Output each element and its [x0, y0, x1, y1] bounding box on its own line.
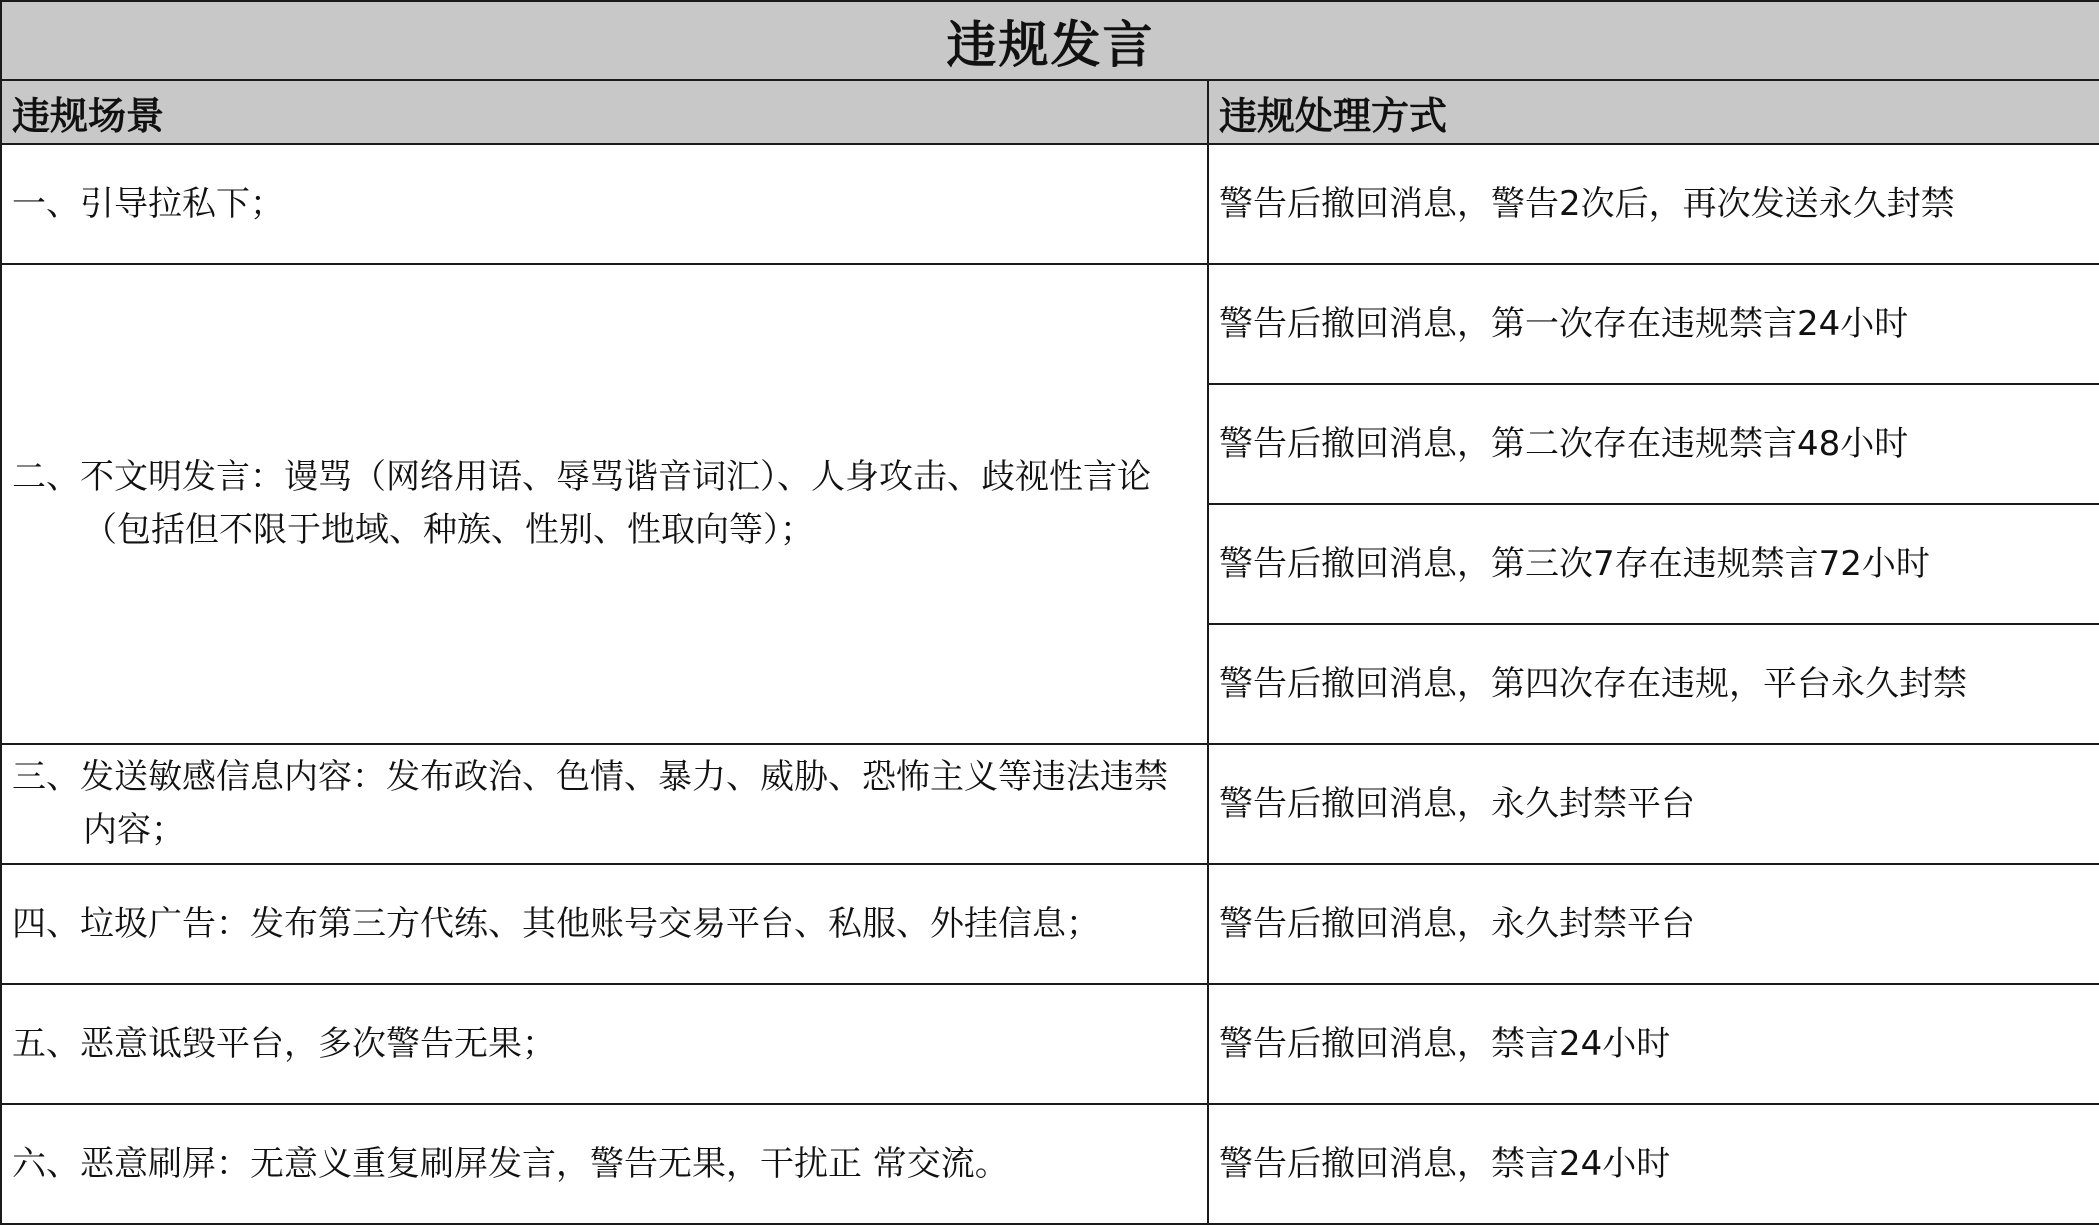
- scene-cell: [1, 144, 1208, 264]
- scene-cell: [1, 744, 1208, 864]
- action-cell: 警告后撤回消息，第三次7存在违规禁言72小时: [1208, 504, 2099, 624]
- table-row: [1, 1104, 2099, 1224]
- scene-cell: [1, 1104, 1208, 1224]
- action-cell: 警告后撤回消息，禁言24小时: [1208, 984, 2099, 1104]
- scene-text: 四、垃圾广告：发布第三方代练、其他账号交易平台、私服、外挂信息；: [12, 903, 1100, 944]
- scene-cell: [1, 264, 1208, 744]
- action-cell: 警告后撤回消息，警告2次后，再次发送永久封禁: [1208, 144, 2099, 264]
- table-row: [1, 744, 2099, 864]
- action-cell: 警告后撤回消息，禁言24小时: [1208, 1104, 2099, 1224]
- action-cell: 警告后撤回消息，第二次存在违规禁言48小时: [1208, 384, 2099, 504]
- scene-cell: [1, 984, 1208, 1104]
- table-row: [1, 144, 2099, 264]
- table-title: 违规发言: [1, 1, 2099, 80]
- header-row: [1, 80, 2099, 144]
- scene-text: 三、发送敏感信息内容：发布政治、色情、暴力、威胁、恐怖主义等违法违禁内容；: [12, 757, 1168, 850]
- scene-cell: [1, 864, 1208, 984]
- action-cell: 警告后撤回消息，第一次存在违规禁言24小时: [1208, 264, 2099, 384]
- table-row: [1, 984, 2099, 1104]
- action-cell: 警告后撤回消息，永久封禁平台: [1208, 744, 2099, 864]
- action-cell: 警告后撤回消息，第四次存在违规，平台永久封禁: [1208, 624, 2099, 744]
- header-action: 违规处理方式: [1208, 80, 2099, 144]
- table-row: [1, 264, 2099, 384]
- scene-text: 二、不文明发言：谩骂（网络用语、辱骂谐音词汇）、人身攻击、歧视性言论（包括但不限于地域、种族、性别、性取向等）；: [12, 457, 1151, 550]
- table-row: [1, 864, 2099, 984]
- scene-text: 六、恶意刷屏：无意义重复刷屏发言，警告无果，干扰正 常交流。: [12, 1143, 1009, 1184]
- action-cell: 警告后撤回消息，永久封禁平台: [1208, 864, 2099, 984]
- scene-text: 一、引导拉私下；: [12, 183, 284, 224]
- scene-text: 五、恶意诋毁平台，多次警告无果；: [12, 1023, 556, 1064]
- header-scene: 违规场景: [1, 80, 1208, 144]
- title-row: [1, 1, 2099, 80]
